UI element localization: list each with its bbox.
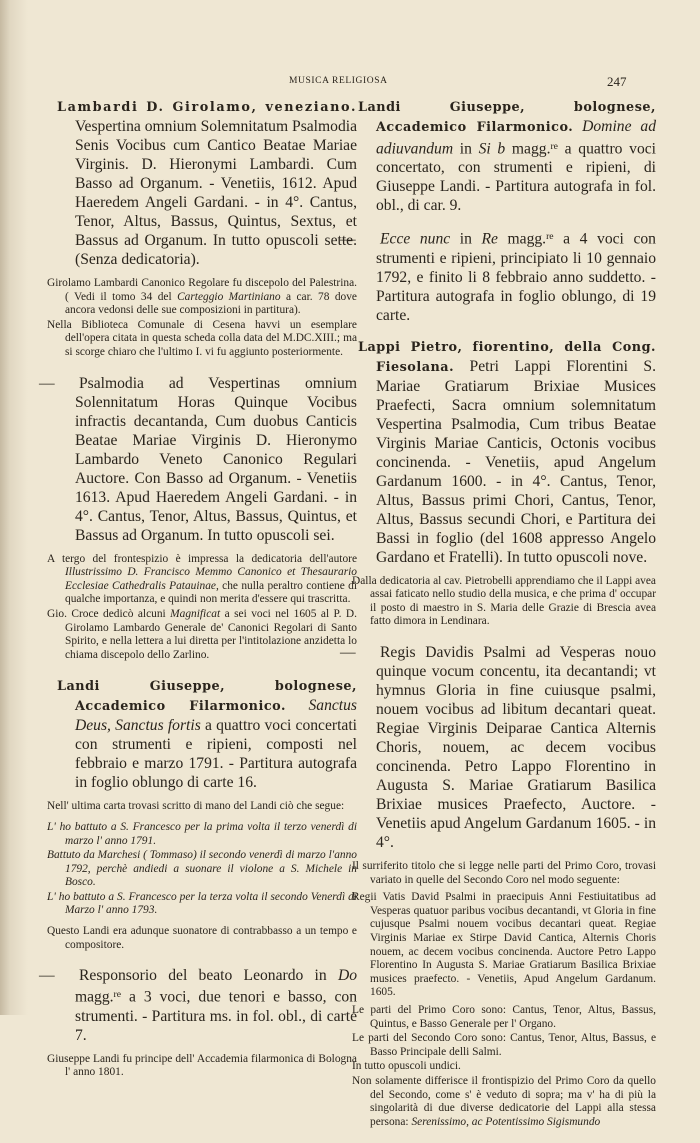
note-italic: Serenissimo, ac Potentissimo Sigismundo	[411, 1115, 601, 1128]
entry-body: magg.	[497, 230, 547, 248]
entry-body: in	[453, 140, 479, 158]
entry-body: a 3 voci, due tenori e basso, con strumenti. - Partitura ms. in fol. obl., di carte 7.	[75, 988, 357, 1044]
note-text: Nella Biblioteca Comunale di Cesena havvi un esemplare dell'opera citata in questa scheda colla data del M.DC.XIII.; ma si scorge chiaro che l'ultimo I. vi fu aggiunto posteriormente.	[47, 318, 357, 358]
note-italic: L' ho battuto a S. Francesco per la terza volta il secondo Venerdì di Marzo l' anno 1793.	[47, 890, 357, 917]
entry-body: a 4 voci con strumenti e ripieni, principiato li 10 gennaio 1792, e finito li 8 febbraio anno suddetto. - Partitura autografa in foglio oblungo, di 19 carte.	[376, 230, 656, 324]
note-text: Giuseppe Landi fu principe dell' Accademia filarmonica di Bologna l' anno 1801.	[47, 1052, 357, 1079]
notes-landi	[47, 800, 357, 952]
note	[47, 319, 357, 360]
entry-italic: Do	[337, 967, 357, 985]
entry-lambardi-vespertina	[57, 97, 357, 269]
note-italic: Battuto da Marchesi ( Tommaso) il secondo venerdì di marzo l'anno 1792, perchè andiedi a suonare il violone a S. Michele in Bosco.	[47, 849, 357, 889]
notes-lambardi	[47, 277, 357, 360]
entry-title-italic: Sanctus Deus, Sanctus fortis	[75, 697, 357, 735]
notes-lappi-2	[352, 860, 656, 1129]
entry-heading: Landi Giuseppe, bolognese, Accademico Filarmonico.	[57, 679, 357, 715]
notes-lambardi-2	[47, 553, 357, 663]
note-text: A tergo del frontespizio è impressa la dedicatoria dell'autore	[47, 552, 357, 565]
ditto-dash	[57, 374, 79, 393]
entry-body: a quattro voci concertati con strumenti e ripieni, composti nel febbraio e marzo 1791. - Partitura autografa in foglio oblungo di carte 16.	[75, 717, 357, 792]
note-text: Le parti del Primo Coro sono: Cantus, Tenor, Altus, Bassus, Quintus, e Basso Generale per l' Organo.	[352, 1004, 656, 1030]
entry-body: Responsorio del beato Leonardo in	[79, 967, 338, 985]
entry-lappi-regis	[358, 643, 656, 852]
note	[47, 1053, 357, 1080]
note-text: a sei voci nel 1605 al P. D. Girolamo Lambardo Generale de' Canonici Regolari di Santo Spirito, e nella lettera a lui diretta per l'intitolazione anzidetta lo chiama discepolo dello Zarlino.	[65, 607, 358, 661]
note-italic: L' ho battuto a S. Francesco per la prima volta il terzo venerdì di marzo l' anno 1791.	[47, 820, 357, 847]
ditto-dash	[358, 230, 380, 249]
entry-landi-sanctus	[57, 676, 357, 792]
superscript: re	[113, 989, 122, 1001]
note-text: Non solamente differisce il frontispizio del Primo Coro da quello del Secondo, come s' è veduto di sopra; ma v' ha di più la singolarità di due diverse dedicatorie del Lappi alla stessa persona:	[352, 1074, 656, 1128]
note-text: che nulla peraltro contiene di qualche importanza, e quindi non merita d'essere qui trascritta.	[65, 579, 358, 606]
quoted-inscription	[47, 891, 357, 918]
entry-lappi-sacra	[358, 337, 656, 567]
running-head	[0, 76, 700, 92]
note-text: a car. 78 dove ancora vedonsi delle sue composizioni in partitura).	[65, 290, 357, 317]
note-text: Nell' ultima carta trovasi scritto di mano del Landi ciò che segue:	[47, 800, 345, 813]
note	[352, 860, 656, 887]
note-text: Il surriferito titolo che si legge nelle parti del Primo Coro, trovasi variato in quelle del Secondo Coro nel modo seguente:	[352, 860, 656, 886]
entry-body: magg.	[505, 140, 551, 158]
entry-italic: Si b	[478, 140, 506, 158]
left-column	[47, 97, 358, 1094]
note	[352, 1032, 656, 1059]
note	[352, 891, 656, 1000]
right-column	[352, 97, 656, 1143]
ditto-dash	[358, 643, 380, 662]
entry-body: Psalmodia ad Vespertinas omnium Solennitatum Horas Quinque Vocibus infractis decantanda, Cum duobus Canticis Beatae Mariae Virginis D. Hieronymo Lambardo Veneto Canonico Regulari Auctore. Con Basso ad Organum. - Venetiis 1613. Apud Haeredem Angeli Gardani. - in 4°. Cantus, Tenor, Altus, Bassus, Quintus, et Bassus ad Organum. In tutto opuscoli sei.	[75, 374, 357, 544]
entry-body: Vespertina omnium Solemnitatum Psalmodia Senis Vocibus cum Cantico Beatae Mariae Virginis. D. Hieronymi Lambardi. Cum Basso ad Organum. - Venetiis, 1612. Apud Haeredem Angeli Gardani. - in 4°. Cantus, Tenor, Altus, Bassus, Quintus, Sextus, et Bassus ad Organum. In tutto opuscoli sette. (Senza dedicatoria).	[75, 118, 357, 268]
note	[47, 925, 357, 952]
page-number: 247	[607, 74, 627, 89]
entry-heading: Lappi Pietro, fiorentino, della Cong. Fiesolana.	[358, 339, 656, 375]
superscript: re	[550, 141, 558, 152]
notes-lappi	[352, 575, 656, 629]
note	[352, 1075, 656, 1129]
entry-body: Regis Davidis Psalmi ad Vesperas nouo quinque vocum concentu, ita decantandi; vt hymnus Gloria in fine cuiusque psalmi, nouem vocibus ad libitum decantari queat. Regiae Virginis Deiparae Cantica Alternis Choris, nouem, ac decem vocibus concinenda. Petro Lappo Florentino in Augusta S. Mariae Gratiarum Basilica Brixiae musices Praefecto, Auctore. - Venetiis apud Angelum Gardanum 1605. - in 4°.	[376, 644, 656, 852]
entry-heading: Landi Giuseppe, bolognese, Accademico Filarmonico.	[358, 100, 656, 135]
entry-italic: Ecce nunc	[380, 230, 451, 248]
note-text: Girolamo Lambardi Canonico Regolare fu discepolo del Palestrina. ( Vedi il tomo 34 del	[47, 277, 357, 303]
entry-body: a quattro voci concertato, con strumenti e ripieni, di Giuseppe Landi. - Partitura autografa in fol. obl., di car. 9.	[376, 140, 656, 215]
entry-body: Petri Lappi Florentini S. Mariae Gratiarum Brixiae Musices Praefecti, Sacra omnium solemnitatum Vespertina Psalmodia, Cum tribus Beatae Virginis Mariae Canticis, Octonis vocibus concinenda. - Venetiis, apud Angelum Gardanum 1600. - in 4°. Cantus, Tenor, Altus, Bassus primi Chori, Cantus, Tenor, Altus, Bassus secundi Chori, e Partitura dei Bassi in foglio (del 1608 appresso Angelo Gardano et Fratelli). In tutto opuscoli nove.	[376, 357, 656, 566]
note	[47, 553, 357, 607]
note-italic: Carteggio Martiniano	[177, 290, 281, 303]
note	[47, 608, 357, 662]
note	[352, 1060, 656, 1074]
notes-landi-2	[47, 1053, 357, 1080]
entry-body: magg.	[75, 988, 114, 1006]
entry-italic: Re	[481, 230, 498, 248]
running-title: MUSICA RELIGIOSA	[289, 76, 388, 86]
note	[47, 800, 357, 814]
ditto-dash	[57, 966, 79, 985]
entry-heading: Lambardi D. Girolamo, veneziano.	[57, 100, 357, 115]
entry-lambardi-psalmodia	[57, 374, 357, 545]
quoted-inscription	[47, 849, 357, 890]
note	[47, 277, 357, 318]
note-italic: Magnificat	[170, 607, 221, 620]
note-text: In tutto opuscoli undici.	[352, 1060, 461, 1073]
note-text: Gio. Croce dedicò alcuni	[47, 607, 171, 620]
entry-landi-ecce	[358, 227, 656, 324]
entry-italic: Domine ad adiuvandum	[376, 118, 656, 158]
note	[352, 1004, 656, 1031]
note-italic: Illustrissimo D. Francisco Memmo Canonico et Thesaurario Ecclesiae Cathedralis Patauinae,	[65, 566, 357, 592]
entry-landi-domine	[358, 97, 656, 215]
entry-landi-responsorio	[57, 966, 357, 1044]
note-text: Dalla dedicatoria al cav. Pietrobelli apprendiamo che il Lappi avea assai faticato nello studio della musica, e che prima d' occupar il posto di maestro in S. Maria delle Grazie di Brescia avea fatto dimora in Lendinara.	[352, 574, 656, 628]
note-text: Regii Vatis David Psalmi in praecipuis Anni Festiuitatibus ad Vesperas quatuor paribus vocibus decantandi, vt Gloria in fine cujusque Psalmi nouem vocibus decantari queat. Regiae Virginis Mariae ex Stirpe David Cantica, Alternis Choris nouem, ac decem vocibus concinenda. Auctore Petro Lappo Florentino In Augusta S. Mariae Gratiarum Basilica Brixiae musices praefecto. - Venetiis, Apud Angelum Gardanum. 1605.	[352, 891, 656, 999]
note-text: Questo Landi era adunque suonatore di contrabbasso a un tempo e compositore.	[47, 925, 357, 951]
note	[352, 575, 656, 629]
entry-body: in	[450, 230, 482, 248]
quoted-inscription	[47, 821, 357, 848]
note-text: Le parti del Secondo Coro sono: Cantus, Tenor, Altus, Bassus, e Basso Principale delli Salmi.	[352, 1032, 656, 1058]
superscript: re	[546, 231, 554, 243]
